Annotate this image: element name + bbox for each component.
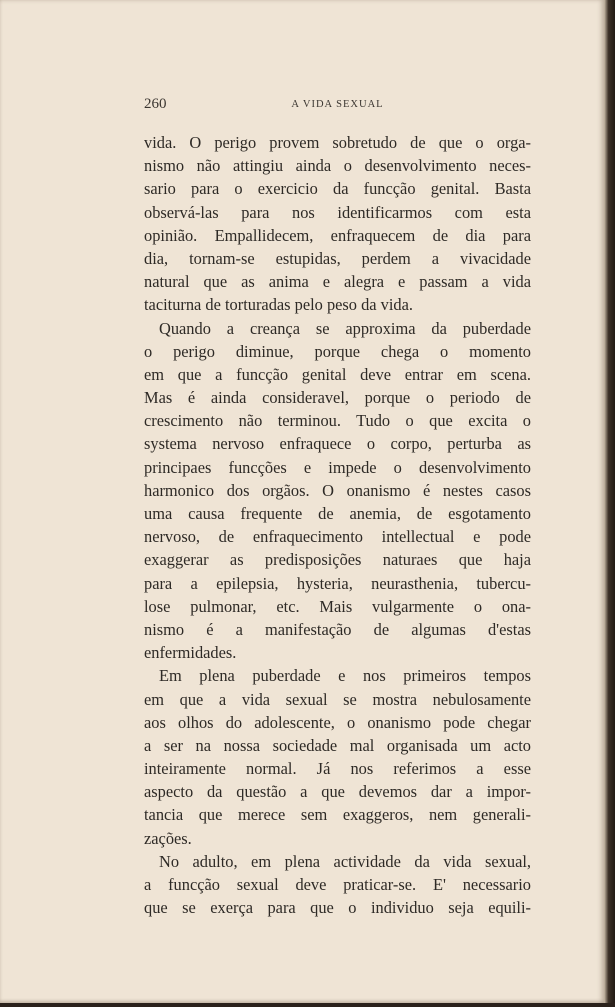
text-line: dia, tornam-se estupidas, perdem a vivacidade <box>144 248 531 268</box>
running-head: A VIDA SEXUAL <box>291 99 384 110</box>
text-line: que se exerça para que o individuo seja equili- <box>144 898 531 918</box>
text-line: Em plena puberdade e nos primeiros tempos <box>159 666 531 686</box>
text-line: para a epilepsia, hysteria, neurasthenia, tubercu- <box>144 573 531 593</box>
text-line: Mas é ainda consideravel, porque o periodo de <box>144 388 531 408</box>
text-line: nervoso, de enfraquecimento intellectual e pode <box>144 527 531 547</box>
text-line: enfermidades. <box>144 643 237 663</box>
text-line: harmonico dos orgãos. O onanismo é nestes casos <box>144 480 531 500</box>
text-line: a funcção sexual deve praticar-se. E' necessario <box>144 875 531 894</box>
text-line: systema nervoso enfraquece o corpo, perturba as <box>144 434 531 454</box>
text-line: Quando a creança se approxima da puberdade <box>159 318 531 338</box>
text-line: nismo é a manifestação de algumas d'estas <box>144 619 531 639</box>
text-line: o perigo diminue, porque chega o momento <box>144 341 531 361</box>
page-header <box>144 96 531 116</box>
text-line: natural que as anima e alegra e passam a vida <box>144 272 531 292</box>
text-line: uma causa frequente de anemia, de esgotamento <box>144 504 531 523</box>
text-line: aos olhos do adolescente, o onanismo pode chegar <box>144 712 531 732</box>
text-line: lose pulmonar, etc. Mais vulgarmente o ona- <box>144 596 531 616</box>
text-line: crescimento não terminou. Tudo o que excita o <box>144 411 531 431</box>
text-line: aspecto da questão a que devemos dar a impor- <box>144 782 531 802</box>
text-line: sario para o exercicio da funcção genital. Basta <box>144 179 531 199</box>
text-line: vida. O perigo provem sobretudo de que o orga- <box>144 133 531 152</box>
text-line: opinião. Empallidecem, enfraquecem de dia para <box>144 225 531 245</box>
page-bottom-edge <box>0 1003 615 1007</box>
text-line: zações. <box>144 828 192 848</box>
text-line: em que a funcção genital deve entrar em scena. <box>144 364 531 384</box>
page-edge <box>604 0 615 1007</box>
page-number: 260 <box>144 96 167 112</box>
text-line: observá-las para nos identificarmos com esta <box>144 202 531 222</box>
text-line: inteiramente normal. Já nos referimos a esse <box>144 759 531 779</box>
text-line: tancia que merece sem exaggeros, nem generali- <box>144 805 531 825</box>
text-line: nismo não attingiu ainda o desenvolvimento neces- <box>144 156 531 176</box>
body-text <box>144 131 531 919</box>
text-line: principaes funcções e impede o desenvolvimento <box>144 457 531 477</box>
text-line: taciturna de torturadas pelo peso da vida. <box>144 295 413 315</box>
text-line: No adulto, em plena actividade da vida sexual, <box>159 851 531 871</box>
text-line: exaggerar as predisposições naturaes que haja <box>144 550 531 570</box>
text-line: em que a vida sexual se mostra nebulosamente <box>144 689 531 709</box>
text-line: a ser na nossa sociedade mal organisada um acto <box>144 735 531 755</box>
